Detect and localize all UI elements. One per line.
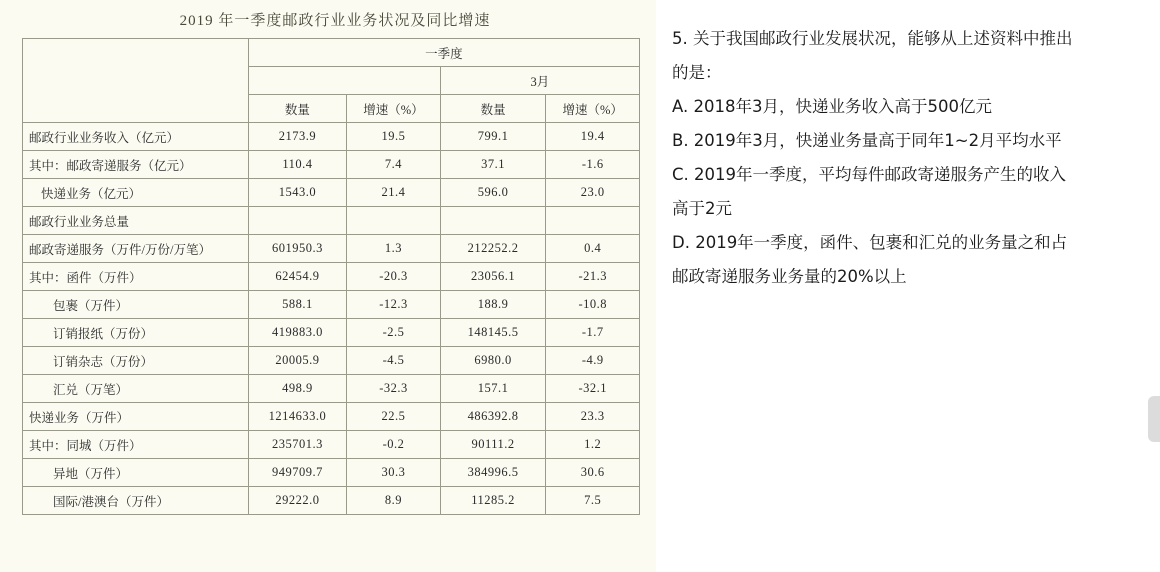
row-label: 快递业务（万件） (23, 403, 249, 431)
table-corner-cell (23, 39, 249, 123)
row-value: -21.3 (546, 263, 640, 291)
row-label: 异地（万件） (23, 459, 249, 487)
row-value: 11285.2 (440, 487, 546, 515)
question-panel (672, 0, 1160, 294)
row-value: 22.5 (347, 403, 441, 431)
table-row (23, 347, 640, 375)
table-row (23, 403, 640, 431)
question-stem-line: 的是： (672, 63, 722, 82)
row-value: 588.1 (248, 291, 347, 319)
option-line: 邮政寄递服务业务量的20%以上 (672, 267, 907, 286)
row-label: 邮政寄递服务（万件/万份/万笔） (23, 235, 249, 263)
row-label: 其中：函件（万件） (23, 263, 249, 291)
row-value (546, 207, 640, 235)
statistics-table (22, 38, 640, 515)
option-line: 高于2元 (672, 199, 732, 218)
option-b[interactable] (672, 124, 1160, 158)
row-value: 0.4 (546, 235, 640, 263)
row-value: 1543.0 (248, 179, 347, 207)
row-value: 20005.9 (248, 347, 347, 375)
table-row (23, 291, 640, 319)
row-value: -4.5 (347, 347, 441, 375)
scrollbar-tab[interactable] (1148, 396, 1160, 442)
row-value (347, 207, 441, 235)
question-stem (672, 22, 1160, 90)
row-value: 596.0 (440, 179, 546, 207)
table-row (23, 207, 640, 235)
row-value: 212252.2 (440, 235, 546, 263)
row-label: 邮政行业业务收入（亿元） (23, 123, 249, 151)
row-value: -2.5 (347, 319, 441, 347)
column-header-growth-march: 增速（%） (546, 95, 640, 123)
question-stem-line: 5. 关于我国邮政行业发展状况，能够从上述资料中推出 (672, 29, 1073, 48)
row-value: 2173.9 (248, 123, 347, 151)
row-value: -1.6 (546, 151, 640, 179)
row-value: 6980.0 (440, 347, 546, 375)
row-label: 其中：同城（万件） (23, 431, 249, 459)
group-header-quarter: 一季度 (248, 39, 639, 67)
column-header-quantity-march: 数量 (440, 95, 546, 123)
table-row (23, 151, 640, 179)
row-value: -32.3 (347, 375, 441, 403)
row-value: 62454.9 (248, 263, 347, 291)
row-label: 订销杂志（万份） (23, 347, 249, 375)
subgroup-header-march: 3月 (440, 67, 639, 95)
row-value: 188.9 (440, 291, 546, 319)
row-value: -12.3 (347, 291, 441, 319)
option-c[interactable] (672, 158, 1160, 226)
row-value: 949709.7 (248, 459, 347, 487)
row-value: 7.5 (546, 487, 640, 515)
row-value: -20.3 (347, 263, 441, 291)
table-header-row-group (23, 39, 640, 67)
table-row (23, 459, 640, 487)
table-row (23, 431, 640, 459)
row-value: 799.1 (440, 123, 546, 151)
option-a[interactable] (672, 90, 1160, 124)
row-label: 订销报纸（万份） (23, 319, 249, 347)
row-value: 498.9 (248, 375, 347, 403)
row-value: 486392.8 (440, 403, 546, 431)
row-value: 7.4 (347, 151, 441, 179)
row-label: 汇兑（万笔） (23, 375, 249, 403)
option-line: B. 2019年3月，快递业务量高于同年1~2月平均水平 (672, 131, 1062, 150)
table-row (23, 319, 640, 347)
row-value: 110.4 (248, 151, 347, 179)
option-line: A. 2018年3月，快递业务收入高于500亿元 (672, 97, 992, 116)
row-value: 30.3 (347, 459, 441, 487)
row-value: 601950.3 (248, 235, 347, 263)
subgroup-header-blank (248, 67, 440, 95)
column-header-growth-quarter: 增速（%） (347, 95, 441, 123)
table-row (23, 179, 640, 207)
row-value: -4.9 (546, 347, 640, 375)
row-value: -32.1 (546, 375, 640, 403)
row-value: 19.4 (546, 123, 640, 151)
row-value: 29222.0 (248, 487, 347, 515)
row-value: 1.2 (546, 431, 640, 459)
row-value: -10.8 (546, 291, 640, 319)
row-value: 1.3 (347, 235, 441, 263)
row-value: 37.1 (440, 151, 546, 179)
column-header-quantity-quarter: 数量 (248, 95, 347, 123)
row-value: 23056.1 (440, 263, 546, 291)
table-row (23, 263, 640, 291)
table-row (23, 375, 640, 403)
table-title: 2019 年一季度邮政行业业务状况及同比增速 (179, 13, 491, 29)
row-value: -1.7 (546, 319, 640, 347)
row-value: 384996.5 (440, 459, 546, 487)
row-label: 邮政行业业务总量 (23, 207, 249, 235)
row-value: 21.4 (347, 179, 441, 207)
table-row (23, 487, 640, 515)
row-value: 1214633.0 (248, 403, 347, 431)
row-value (440, 207, 546, 235)
row-value: 30.6 (546, 459, 640, 487)
row-value: -0.2 (347, 431, 441, 459)
row-value: 157.1 (440, 375, 546, 403)
table-row (23, 123, 640, 151)
row-label: 快递业务（亿元） (23, 179, 249, 207)
row-value: 90111.2 (440, 431, 546, 459)
row-value: 23.0 (546, 179, 640, 207)
option-line: C. 2019年一季度，平均每件邮政寄递服务产生的收入 (672, 165, 1067, 184)
row-value: 235701.3 (248, 431, 347, 459)
row-label: 包裹（万件） (23, 291, 249, 319)
row-value: 23.3 (546, 403, 640, 431)
option-d[interactable] (672, 226, 1160, 294)
row-value: 19.5 (347, 123, 441, 151)
row-value: 8.9 (347, 487, 441, 515)
option-line: D. 2019年一季度，函件、包裹和汇兑的业务量之和占 (672, 233, 1068, 252)
row-value: 419883.0 (248, 319, 347, 347)
table-row (23, 235, 640, 263)
row-label: 其中：邮政寄递服务（亿元） (23, 151, 249, 179)
row-value (248, 207, 347, 235)
row-value: 148145.5 (440, 319, 546, 347)
row-label: 国际/港澳台（万件） (23, 487, 249, 515)
